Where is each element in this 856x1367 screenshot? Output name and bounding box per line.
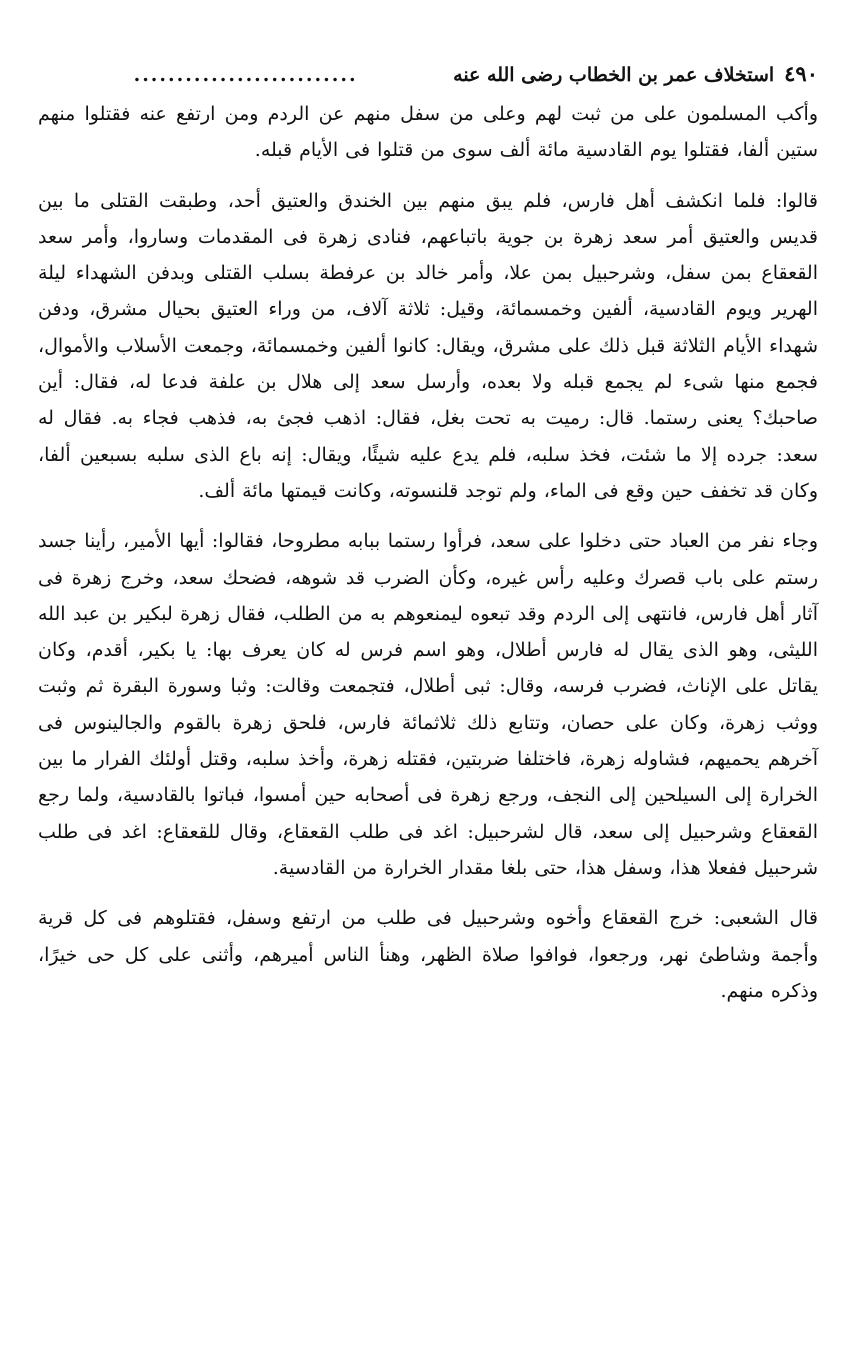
paragraph-1: وأكب المسلمون على من ثبت لهم وعلى من سفل منهم عن الردم ومن ارتفع عنه فقتلوا منهم ستين ألفا، فقتلوا يوم القادسية مائة ألف سوى من قتلوا فى الأيام قبله. <box>38 103 818 162</box>
paragraph-2: قالوا: فلما انكشف أهل فارس، فلم يبق منهم بين الخندق والعتيق أحد، وطبقت القتلى ما بين قديس والعتيق أمر سعد زهرة بن جوية باتباعهم، فنادى زهرة فى المقدمات وساروا، وأمر سعد القعقاع بمن سفل، وشرحبيل بمن علا، وأمر خالد بن عرفطة بسلب القتلى وبدفن الشهداء ليلة الهرير ويوم القادسية، ألفين وخمسمائة، وقيل: ثلاثة آلاف، من وراء العتيق بحيال مشرق، ودفن شهداء الأيام الثلاثة قبل ذلك على مشرق، ويقال: كانوا ألفين وخمسمائة، وجمعت الأسلاب والأموال، فجمع منها شىء لم يجمع قبله ولا بعده، وأرسل سعد إلى هلال بن علفة فدعا له، فقال: أين صاحبك؟ يعنى رستما. قال: رميت به تحت بغل، فقال: اذهب فجئ به، فذهب فجاء به. فقال له سعد: جرده إلا ما شئت، فخذ سلبه، فلم يدع عليه شيئًا، ويقال: إنه باع الذى سلبه بسبعين ألفا، وكان قد تخفف حين وقع فى الماء، ولم توجد قلنسوته، وكانت قيمتها مائة ألف. <box>38 189 818 502</box>
book-page <box>38 54 818 1009</box>
page-number: ٤٩٠ <box>784 61 818 86</box>
header-dot-leader: .......................... <box>133 64 358 86</box>
paragraph-4: قال الشعبى: خرج القعقاع وأخوه وشرحبيل فى طلب من ارتفع وسفل، فقتلوهم فى كل قرية وأجمة وشاطئ نهر، ورجعوا، فوافوا صلاة الظهر، وهنأ الناس أميرهم، وأثنى على كل حى خيرًا، وذكره منهم. <box>38 907 818 1002</box>
paragraph-3: وجاء نفر من العباد حتى دخلوا على سعد، فرأوا رستما ببابه مطروحا، فقالوا: أيها الأمير، رأينا جسد رستم على باب قصرك وعليه رأس غيره، وكأن الضرب قد شوهه، فضحك سعد، وخرج زهرة فى آثار أهل فارس، فانتهى إلى الردم وقد تبعوه ليمنعوهم به من الطلب، فقال زهرة لبكير بن عبد الله الليثى، وهو الذى يقال له فارس أطلال، وهو اسم فرس له كان يعرف بها: يا بكير، أقدم، وكان يقاتل على الإناث، فضرب فرسه، وقال: ثبى أطلال، فتجمعت وقالت: وثبا وسورة البقرة ثم وثبت ووثب زهرة، وكان على حصان، وتتابع ذلك ثلاثمائة فارس، فلحق زهرة بالقوم والجالينوس فى آخرهم يحميهم، فشاوله زهرة، فاختلفا ضربتين، فقتله زهرة، وأخذ سلبه، وقتل أولئك الفرار ما بين الخرارة إلى السيلحين إلى النجف، ورجع زهرة فى أصحابه حين أمسوا، فباتوا بالقادسية، ولما رجع القعقاع وشرحبيل إلى سعد، قال لشرحبيل: اغد فى طلب القعقاع، وقال للقعقاع: اغد فى طلب شرحبيل ففعلا هذا، وسفل هذا، حتى بلغا مقدار الخرارة من القادسية. <box>38 530 818 879</box>
running-title: استخلاف عمر بن الخطاب رضى الله عنه <box>453 64 775 86</box>
page-header <box>38 54 818 94</box>
